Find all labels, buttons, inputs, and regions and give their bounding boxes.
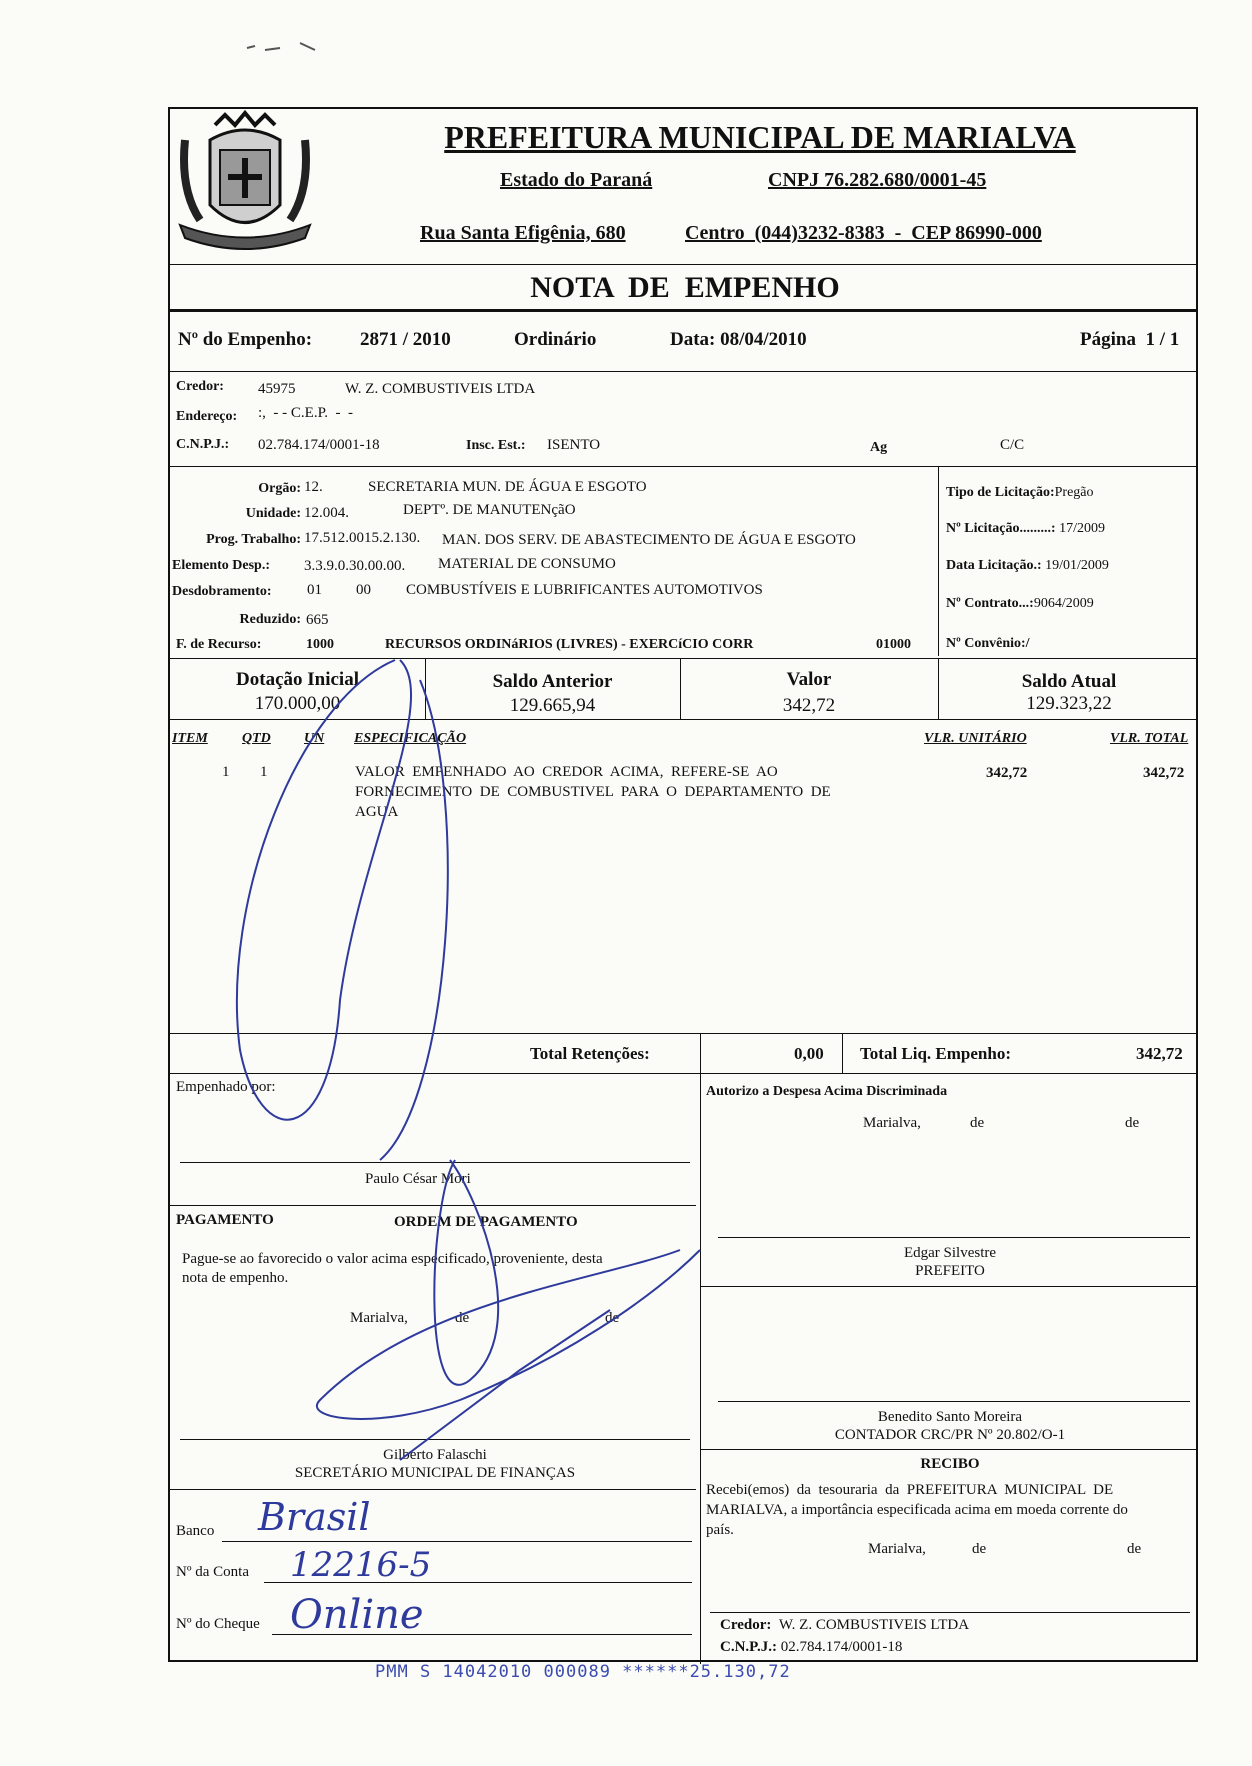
autorizo-de1: de <box>970 1115 985 1131</box>
autorizo-city: Marialva, <box>863 1115 921 1131</box>
empenhado-por-nome: Paulo César Mori <box>365 1171 471 1187</box>
desdobramento-label: Desdobramento: <box>172 584 272 599</box>
header-cnpj: CNPJ 76.282.680/0001-45 <box>768 169 987 191</box>
recibo-line-2: MARIALVA, a importância especificada acima em moeda corrente do <box>706 1502 1128 1518</box>
prog-label: Prog. Trabalho: <box>206 532 301 547</box>
recibo-line-1: Recebi(emos) da tesouraria da PREFEITURA MUNICIPAL DE <box>706 1482 1114 1498</box>
empenhado-por-label: Empenhado por: <box>176 1079 276 1095</box>
cheque-label: Nº do Cheque <box>176 1616 260 1632</box>
recibo-de1: de <box>972 1541 987 1557</box>
recurso-label: F. de Recurso: <box>176 637 262 652</box>
col-un: UN <box>304 731 325 746</box>
endereco-value: :, - - C.E.P. - - <box>258 405 353 421</box>
elemento-name: MATERIAL DE CONSUMO <box>438 556 616 572</box>
unidade-label: Unidade: <box>245 506 301 521</box>
contrato: Nº Contrato...:9064/2009 <box>946 596 1094 611</box>
saldo-atual-label: Saldo Atual <box>1021 671 1117 692</box>
insc-label: Insc. Est.: <box>466 438 526 453</box>
total-liq-label: Total Liq. Empenho: <box>860 1044 1011 1063</box>
valor-value: 342,72 <box>782 695 836 716</box>
recibo-line-3: país. <box>706 1522 734 1538</box>
pagamento-text-2: nota de empenho. <box>182 1270 289 1286</box>
conta-handwritten: 12216-5 <box>290 1545 432 1585</box>
payment-stamp: PMM S 14042010 000089 ******25.130,72 <box>375 1662 791 1682</box>
row-spec-3: AGUA <box>355 804 399 820</box>
pagamento-text-1: Pague-se ao favorecido o valor acima especificado, proveniente, desta <box>182 1251 603 1267</box>
unidade-name: DEPTº. DE MANUTENçãO <box>403 502 576 518</box>
row-item: 1 <box>222 764 230 780</box>
total-retencoes-label: Total Retenções: <box>530 1044 650 1063</box>
elemento-label: Elemento Desp.: <box>172 558 270 573</box>
contador-cargo: CONTADOR CRC/PR Nº 20.802/O-1 <box>834 1427 1066 1443</box>
col-vlr-total: VLR. TOTAL <box>1110 731 1189 746</box>
convenio: Nº Convênio:/ <box>946 636 1030 651</box>
empenho-date: Data: 08/04/2010 <box>670 329 807 350</box>
orgao-code: 12. <box>304 479 323 495</box>
recurso-code: 1000 <box>306 637 334 652</box>
licitacao-num: Nº Licitação.........: 17/2009 <box>946 521 1105 536</box>
cc-label: C/C <box>1000 437 1025 453</box>
endereco-label: Endereço: <box>176 409 238 424</box>
licitacao-data: Data Licitação.: 19/01/2009 <box>946 558 1109 573</box>
header-address-rest: Centro (044)3232-8383 - CEP 86990-000 <box>685 222 1042 244</box>
empenho-type: Ordinário <box>514 329 597 350</box>
autorizo-label: Autorizo a Despesa Acima Discriminada <box>706 1084 948 1099</box>
col-qtd: QTD <box>242 731 271 746</box>
col-especificacao: ESPECIFICAÇÃO <box>354 731 467 746</box>
prefeito-nome: Edgar Silvestre <box>903 1245 997 1261</box>
col-vlr-unitario: VLR. UNITÁRIO <box>924 731 1027 746</box>
cheque-handwritten: Online <box>290 1592 424 1638</box>
pagamento-de2: de <box>605 1310 620 1326</box>
recibo-de2: de <box>1127 1541 1142 1557</box>
unidade-code: 12.004. <box>304 505 349 521</box>
prog-code: 17.512.0015.2.130. <box>304 530 421 546</box>
document-title: NOTA DE EMPENHO <box>530 271 840 304</box>
recibo-cnpj: C.N.P.J.: 02.784.174/0001-18 <box>720 1639 903 1655</box>
secretario-nome: Gilberto Falaschi <box>383 1447 487 1463</box>
conta-label: Nº da Conta <box>176 1564 249 1580</box>
reduzido-label: Reduzido: <box>239 612 301 627</box>
elemento-code: 3.3.9.0.30.00.00. <box>304 558 406 574</box>
contador-nome: Benedito Santo Moreira <box>877 1409 1023 1425</box>
pagamento-title: PAGAMENTO <box>176 1212 274 1228</box>
desdobramento-name: COMBUSTÍVEIS E LUBRIFICANTES AUTOMOTIVOS <box>406 582 763 598</box>
recurso-num: 01000 <box>876 637 911 652</box>
autorizo-de2: de <box>1125 1115 1140 1131</box>
cnpj-value: 02.784.174/0001-18 <box>258 437 380 453</box>
pagamento-city: Marialva, <box>350 1310 408 1326</box>
row-vlr-unitario: 342,72 <box>986 765 1028 781</box>
row-spec-2: FORNECIMENTO DE COMBUSTIVEL PARA O DEPARTAMENTO DE <box>355 784 831 800</box>
valor-label: Valor <box>786 669 832 690</box>
recibo-city: Marialva, <box>868 1541 926 1557</box>
header-title: PREFEITURA MUNICIPAL DE MARIALVA <box>444 119 1076 155</box>
row-qtd: 1 <box>260 764 268 780</box>
header-state: Estado do Paraná <box>500 169 653 191</box>
empenho-number: 2871 / 2010 <box>360 329 451 350</box>
orgao-label: Orgão: <box>258 481 301 496</box>
col-item: ITEM <box>172 731 208 746</box>
secretario-cargo: SECRETÁRIO MUNICIPAL DE FINANÇAS <box>294 1465 576 1481</box>
dotacao-label: Dotação Inicial <box>236 669 359 690</box>
reduzido-value: 665 <box>306 612 329 628</box>
total-retencoes-value: 0,00 <box>794 1044 824 1063</box>
header-address-street: Rua Santa Efigênia, 680 <box>420 222 626 244</box>
row-vlr-total: 342,72 <box>1143 765 1185 781</box>
cnpj-label: C.N.P.J.: <box>176 437 230 452</box>
credor-name: W. Z. COMBUSTIVEIS LTDA <box>345 381 536 397</box>
total-liq-value: 342,72 <box>1136 1044 1183 1063</box>
orgao-name: SECRETARIA MUN. DE ÁGUA E ESGOTO <box>368 479 647 495</box>
saldo-anterior-value: 129.665,94 <box>509 695 596 716</box>
saldo-atual-value: 129.323,22 <box>1026 693 1112 714</box>
prefeito-cargo: PREFEITO <box>915 1263 985 1279</box>
row-spec-1: VALOR EMPENHADO AO CREDOR ACIMA, REFERE-SE AO <box>355 764 778 780</box>
insc-value: ISENTO <box>547 437 601 453</box>
ag-label: Ag <box>870 440 888 455</box>
recibo-title: RECIBO <box>920 1456 980 1472</box>
credor-label: Credor: <box>176 379 224 394</box>
empenho-number-label: Nº do Empenho: <box>178 329 313 350</box>
pagamento-de1: de <box>455 1310 470 1326</box>
dotacao-value: 170.000,00 <box>254 693 341 714</box>
desdobramento-code2: 00 <box>356 582 371 598</box>
prog-name: MAN. DOS SERV. DE ABASTECIMENTO DE ÁGUA E ESGOTO <box>442 532 856 548</box>
desdobramento-code1: 01 <box>307 582 322 598</box>
empenho-page: Página 1 / 1 <box>1080 329 1180 350</box>
recurso-name: RECURSOS ORDINáRIOS (LIVRES) - EXERCíCIO CORR <box>385 637 754 652</box>
banco-label: Banco <box>176 1523 215 1539</box>
ordem-pagamento-title: ORDEM DE PAGAMENTO <box>394 1214 578 1230</box>
saldo-anterior-label: Saldo Anterior <box>492 671 613 692</box>
licitacao-tipo: Tipo de Licitação:Pregão <box>946 485 1094 500</box>
recibo-credor: Credor: W. Z. COMBUSTIVEIS LTDA <box>720 1617 970 1633</box>
banco-handwritten: Brasil <box>258 1495 371 1539</box>
credor-code: 45975 <box>258 381 296 397</box>
